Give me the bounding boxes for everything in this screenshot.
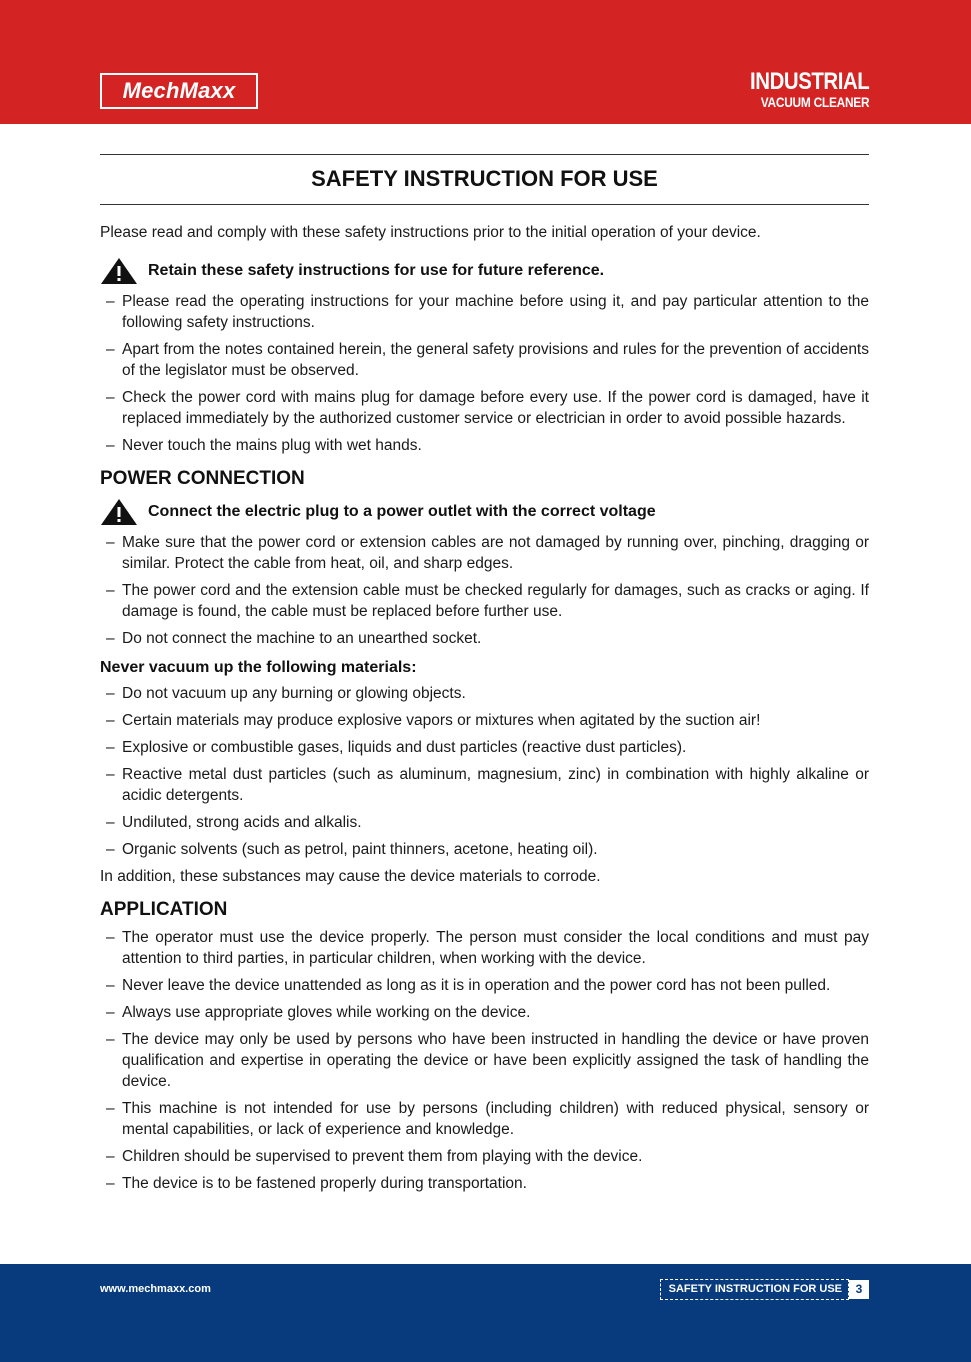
list-item: – Apart from the notes contained herein, the general safety provisions and rules for the prevention of accidents of the legislator must be observed. <box>100 339 869 381</box>
title-bottom-rule <box>100 204 869 205</box>
list-item: – Reactive metal dust particles (such as aluminum, magnesium, zinc) in combination with highly alkaline or acidic detergents. <box>100 764 869 806</box>
list-item: – Do not connect the machine to an unearthed socket. <box>100 628 869 649</box>
brand-logo: MechMaxx <box>100 73 258 109</box>
intro-text: Please read and comply with these safety instructions prior to the initial operation of your device. <box>100 224 761 241</box>
website-link[interactable]: www.mechmaxx.com <box>100 1283 211 1295</box>
page-title: SAFETY INSTRUCTION FOR USE <box>311 166 658 191</box>
product-line-1: INDUSTRIAL <box>749 68 869 95</box>
page-header <box>0 0 971 124</box>
list-item: – The operator must use the device properly. The person must consider the local conditions and must pay attention to third parties, in particular children, when working with the device. <box>100 927 869 969</box>
list-item: – The device is to be fastened properly during transportation. <box>100 1173 869 1194</box>
application-heading: APPLICATION <box>100 899 228 920</box>
warning-icon <box>100 257 138 285</box>
list-item: – Children should be supervised to prevent them from playing with the device. <box>100 1146 869 1167</box>
warning-retain <box>100 257 869 285</box>
application-list <box>100 927 869 1194</box>
never-vacuum-heading: Never vacuum up the following materials: <box>100 659 417 676</box>
page-number: 3 <box>849 1280 869 1299</box>
general-safety-list <box>100 291 869 456</box>
page-footer <box>0 1264 971 1362</box>
warning-voltage <box>100 498 869 526</box>
never-vacuum-list <box>100 683 869 860</box>
list-item: – Please read the operating instructions for your machine before using it, and pay particular attention to the following safety instructions. <box>100 291 869 333</box>
footer-section-label: SAFETY INSTRUCTION FOR USE <box>660 1279 849 1300</box>
list-item: – The device may only be used by persons who have been instructed in handling the device or have proven qualification and expertise in operating the device or have been explicitly assigned the task of handling the device. <box>100 1029 869 1092</box>
warning-text: Connect the electric plug to a power outlet with the correct voltage <box>148 503 656 520</box>
list-item: – Explosive or combustible gases, liquids and dust particles (reactive dust particles). <box>100 737 869 758</box>
list-item: – Undiluted, strong acids and alkalis. <box>100 812 869 833</box>
warning-text: Retain these safety instructions for use for future reference. <box>148 262 605 279</box>
list-item: – Certain materials may produce explosive vapors or mixtures when agitated by the suction air! <box>100 710 869 731</box>
footer-section-tag <box>660 1279 869 1300</box>
list-item: – Organic solvents (such as petrol, paint thinners, acetone, heating oil). <box>100 839 869 860</box>
product-name <box>729 70 869 109</box>
list-item: – Make sure that the power cord or extension cables are not damaged by running over, pinching, dragging or similar. Protect the cable from heat, oil, and sharp edges. <box>100 532 869 574</box>
list-item: – Check the power cord with mains plug for damage before every use. If the power cord is damaged, have it replaced immediately by the authorized customer service or electrician in order to avoid possible hazards. <box>100 387 869 429</box>
warning-icon <box>100 498 138 526</box>
list-item: – Do not vacuum up any burning or glowing objects. <box>100 683 869 704</box>
power-connection-list <box>100 532 869 649</box>
list-item: – Never touch the mains plug with wet hands. <box>100 435 869 456</box>
list-item: – Never leave the device unattended as long as it is in operation and the power cord has not been pulled. <box>100 975 869 996</box>
corrosion-note: In addition, these substances may cause the device materials to corrode. <box>100 868 601 885</box>
product-line-2: VACUUM CLEANER <box>760 94 869 110</box>
list-item: – Always use appropriate gloves while working on the device. <box>100 1002 869 1023</box>
title-top-rule <box>100 154 869 155</box>
list-item: – The power cord and the extension cable must be checked regularly for damages, such as cracks or aging. If damage is found, the cable must be replaced before further use. <box>100 580 869 622</box>
power-connection-heading: POWER CONNECTION <box>100 468 305 489</box>
list-item: – This machine is not intended for use by persons (including children) with reduced physical, sensory or mental capabilities, or lack of experience and knowledge. <box>100 1098 869 1140</box>
page-content <box>100 222 869 1194</box>
